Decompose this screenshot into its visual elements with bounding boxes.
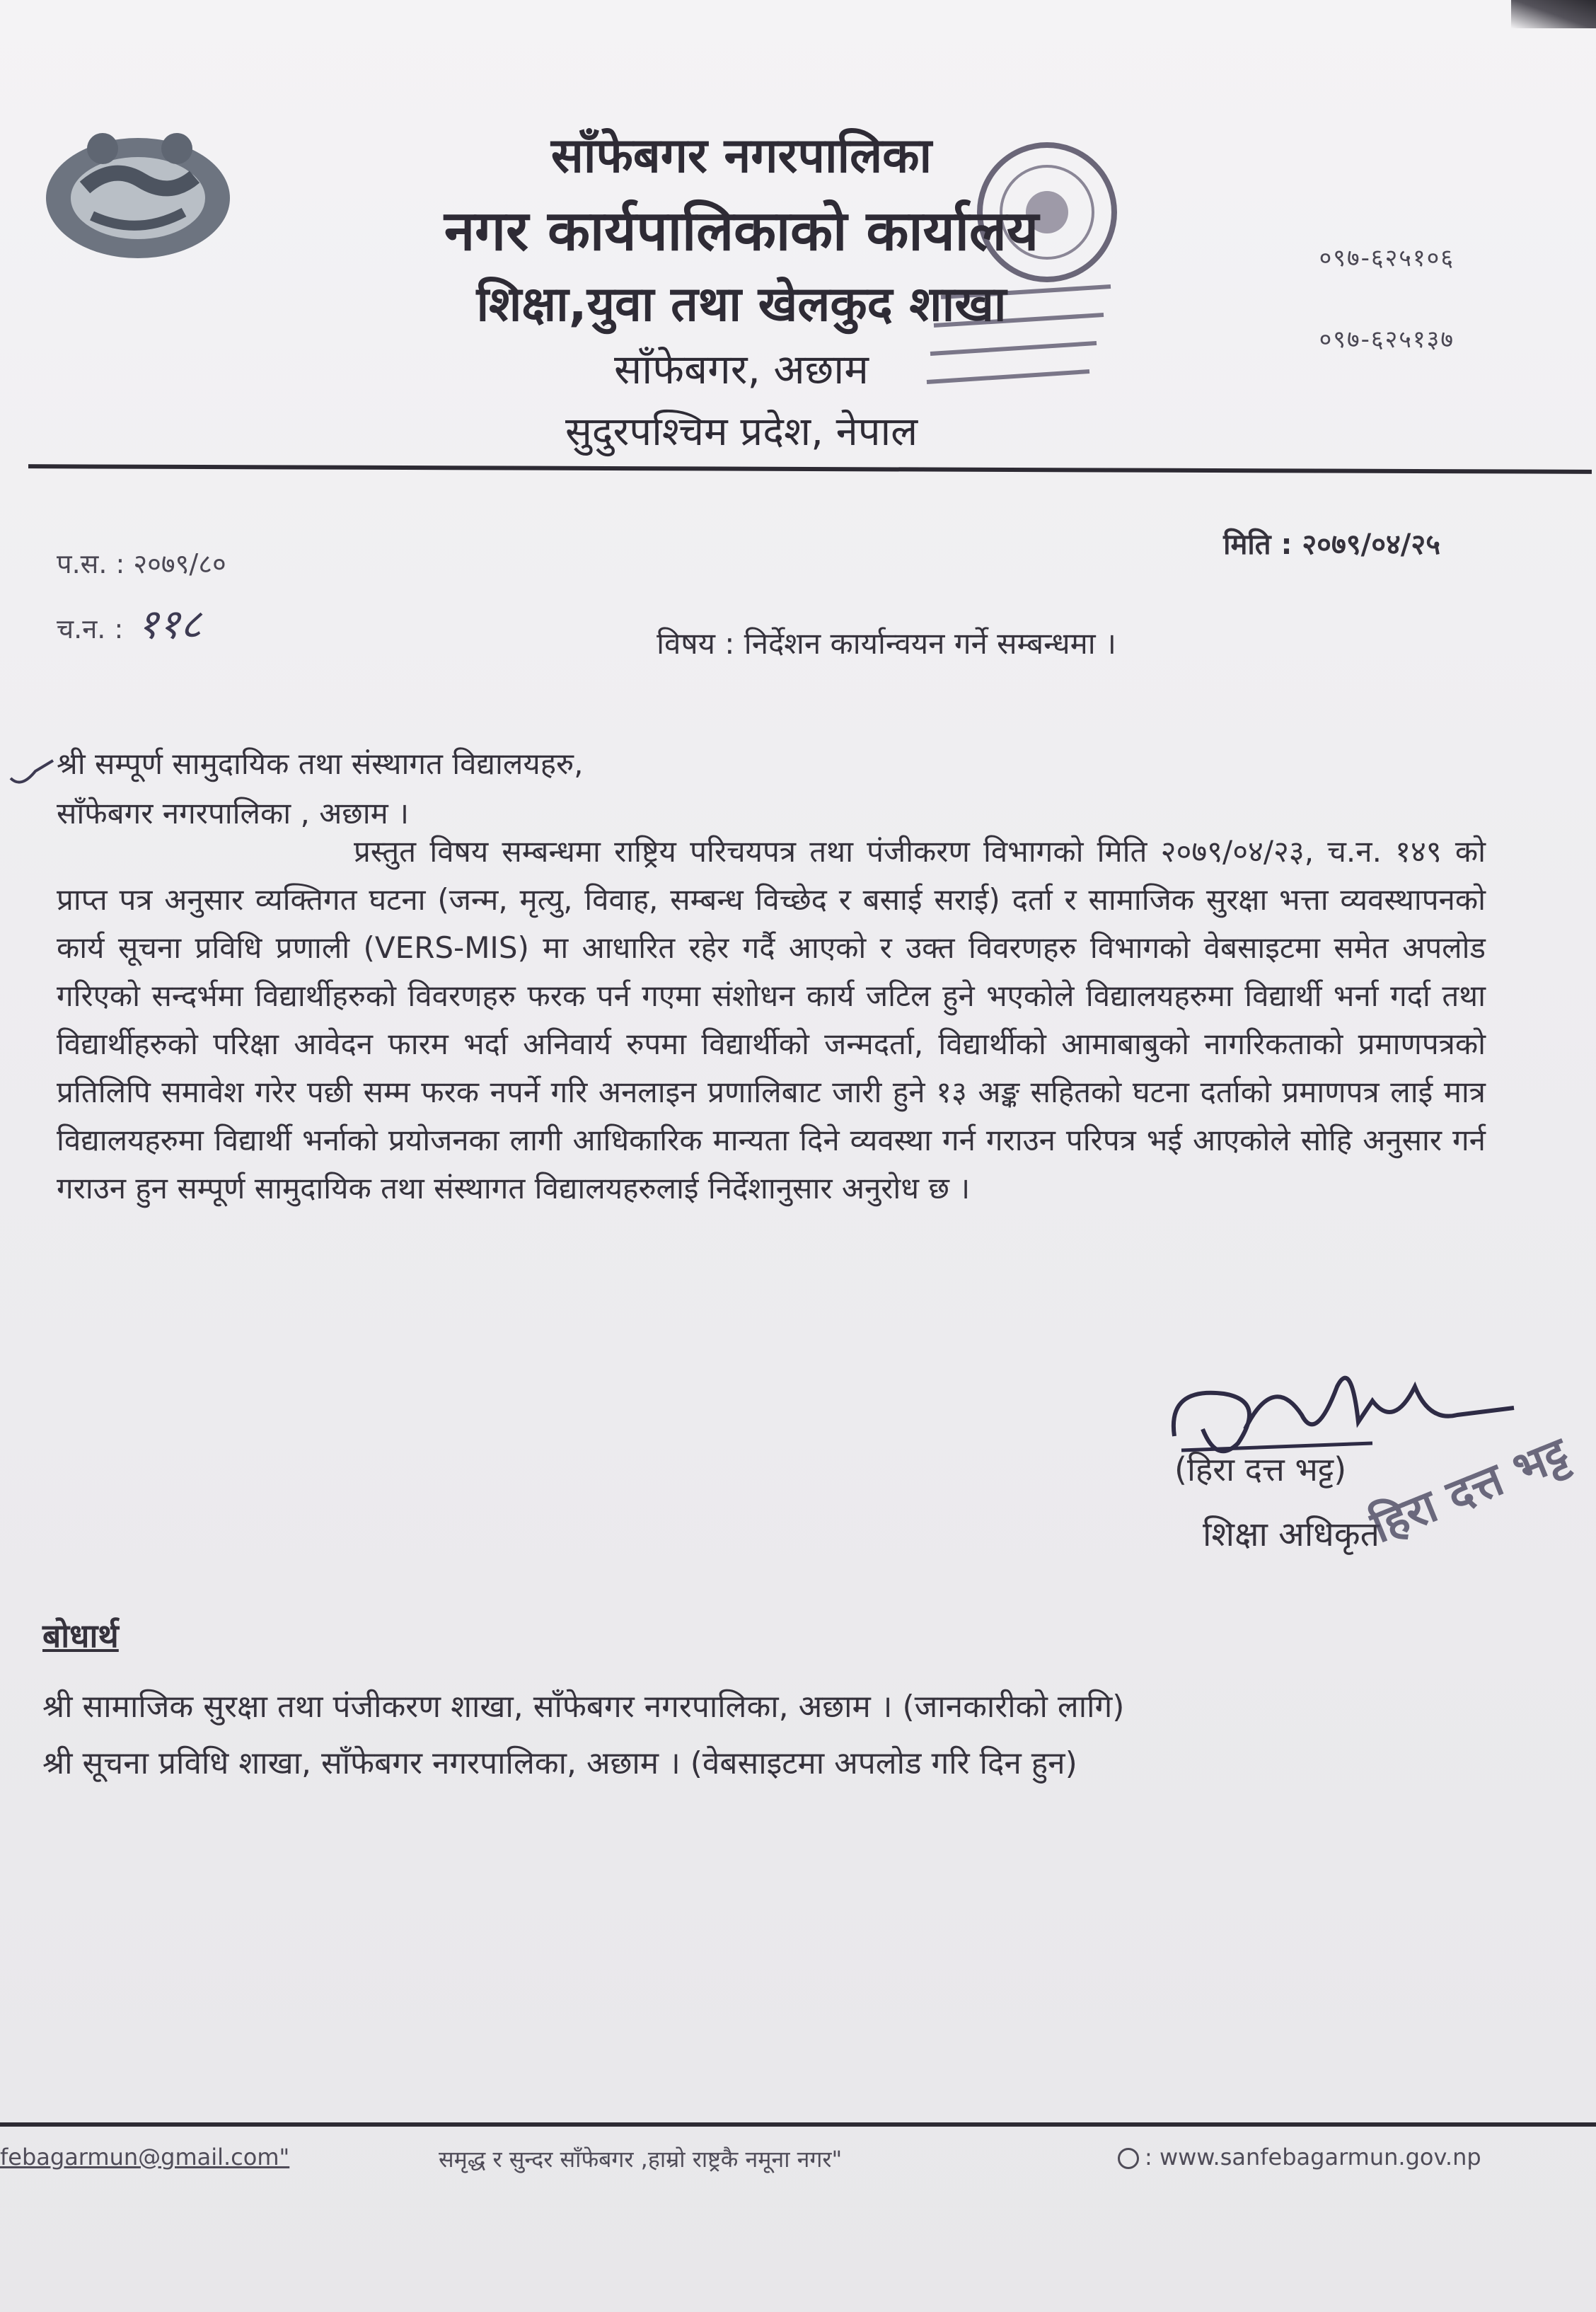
- office-name: नगर कार्यपालिकाको कार्यालय: [444, 200, 1039, 263]
- municipality-name: साँफेबगर नगरपालिका: [550, 128, 932, 184]
- website-url[interactable]: : www.sanfebagarmun.gov.np: [1145, 2144, 1481, 2171]
- province-country: सुदुरपश्चिम प्रदेश, नेपाल: [565, 409, 918, 455]
- footer-slogan: समृद्ध र सुन्दर साँफेबगर ,हाम्रो राष्ट्रकै नमूना नगर": [439, 2146, 843, 2173]
- footer-divider: [0, 2122, 1596, 2127]
- addressee-line-2: साँफेबगर नगरपालिका , अछाम ।: [57, 796, 410, 831]
- signatory-title: शिक्षा अधिकृत: [1203, 1515, 1380, 1554]
- dispatch-number-label: च.न. :: [57, 613, 124, 645]
- footer-email[interactable]: febagarmun@gmail.com": [0, 2144, 290, 2171]
- dispatch-number-handwritten: ११८: [137, 600, 202, 648]
- letter-reference-number: प.स. : २०७९/८०: [57, 548, 226, 579]
- header-divider: [28, 464, 1592, 474]
- addressee-line-1: श्री सम्पूर्ण सामुदायिक तथा संस्थागत विद्यालयहरु,: [57, 746, 584, 781]
- photo-corner-shadow: [1511, 0, 1596, 28]
- signatory-name: (हिरा दत्त भट्ट): [1174, 1450, 1347, 1489]
- letter-date: मिति : २०७९/०४/२५: [1223, 528, 1440, 561]
- letter-body: प्रस्तुत विषय सम्बन्धमा राष्ट्रिय परिचयपत्र तथा पंजीकरण विभागको मिति २०७९/०४/२३, च.न. १४९ को प्राप्त पत्र अनुसार व्यक्तिगत घटना (जन्म, मृत्यु, विवाह, सम्बन्ध विच्छेद र बसाई सराई) दर्ता र सामाजिक सुरक्षा भत्ता व्यवस्थापनको कार्य सूचना प्रविधि प्रणाली (VERS-MIS) मा आधारित रहेर गर्दै आएको र उक्त विवरणहरु विभागको वेबसाइटमा समेत अपलोड गरिएको सन्दर्भमा विद्यार्थीहरुको विवरणहरु फरक पर्न गएमा संशोधन कार्य जटिल हुने भएकोले विद्यालयहरुमा विद्यार्थी भर्ना गर्दा तथा विद्यार्थीहरुको परिक्षा आवेदन फारम भर्दा अनिवार्य रुपमा विद्यार्थीको जन्मदर्ता, विद्यार्थीको आमाबाबुको नागरिकताको प्रमाणपत्रको प्रतिलिपि समावेश गरेर पछी सम्म फरक नपर्ने गरि अनलाइन प्रणालिबाट जारी हुने १३ अङ्क सहितको घटना दर्ताको प्रमाणपत्र लाई मात्र विद्यालयहरुमा विद्यार्थी भर्नाको प्रयोजनका लागी आधिकारिक मान्यता दिने व्यवस्था गर्न गराउन परिपत्र भई आएकोले सोहि अनुसार गर्न गराउन हुन सम्पूर्ण सामुदायिक तथा संस्थागत विद्यालयहरुलाई निर्देशानुसार अनुरोध छ ।: [57, 834, 1486, 1206]
- section-name: शिक्षा,युवा तथा खेलकुद शाखा: [476, 277, 1007, 333]
- cc-item-1: श्री सामाजिक सुरक्षा तथा पंजीकरण शाखा, साँफेबगर नगरपालिका, अछाम । (जानकारीको लागि): [42, 1689, 1125, 1725]
- footer-website[interactable]: [1118, 2144, 1481, 2171]
- phone-number-2: ०९७-६२५१३७: [1319, 325, 1455, 354]
- cc-item-2: श्री सूचना प्रविधि शाखा, साँफेबगर नगरपालिका, अछाम । (वेबसाइटमा अपलोड गरि दिन हुन): [42, 1745, 1077, 1781]
- globe-icon: [1118, 2148, 1139, 2169]
- pen-tick-mark: [7, 757, 57, 792]
- phone-number-1: ०९७-६२५१०६: [1319, 244, 1455, 272]
- office-location: साँफेबगर, अछाम: [614, 345, 869, 393]
- letter-subject: विषय : निर्देशन कार्यान्वयन गर्ने सम्बन्धमा ।: [657, 626, 1116, 661]
- name-stamp: हिरा दत्त भट्ट: [1364, 1427, 1575, 1554]
- cc-heading: बोधार्थ: [42, 1617, 119, 1655]
